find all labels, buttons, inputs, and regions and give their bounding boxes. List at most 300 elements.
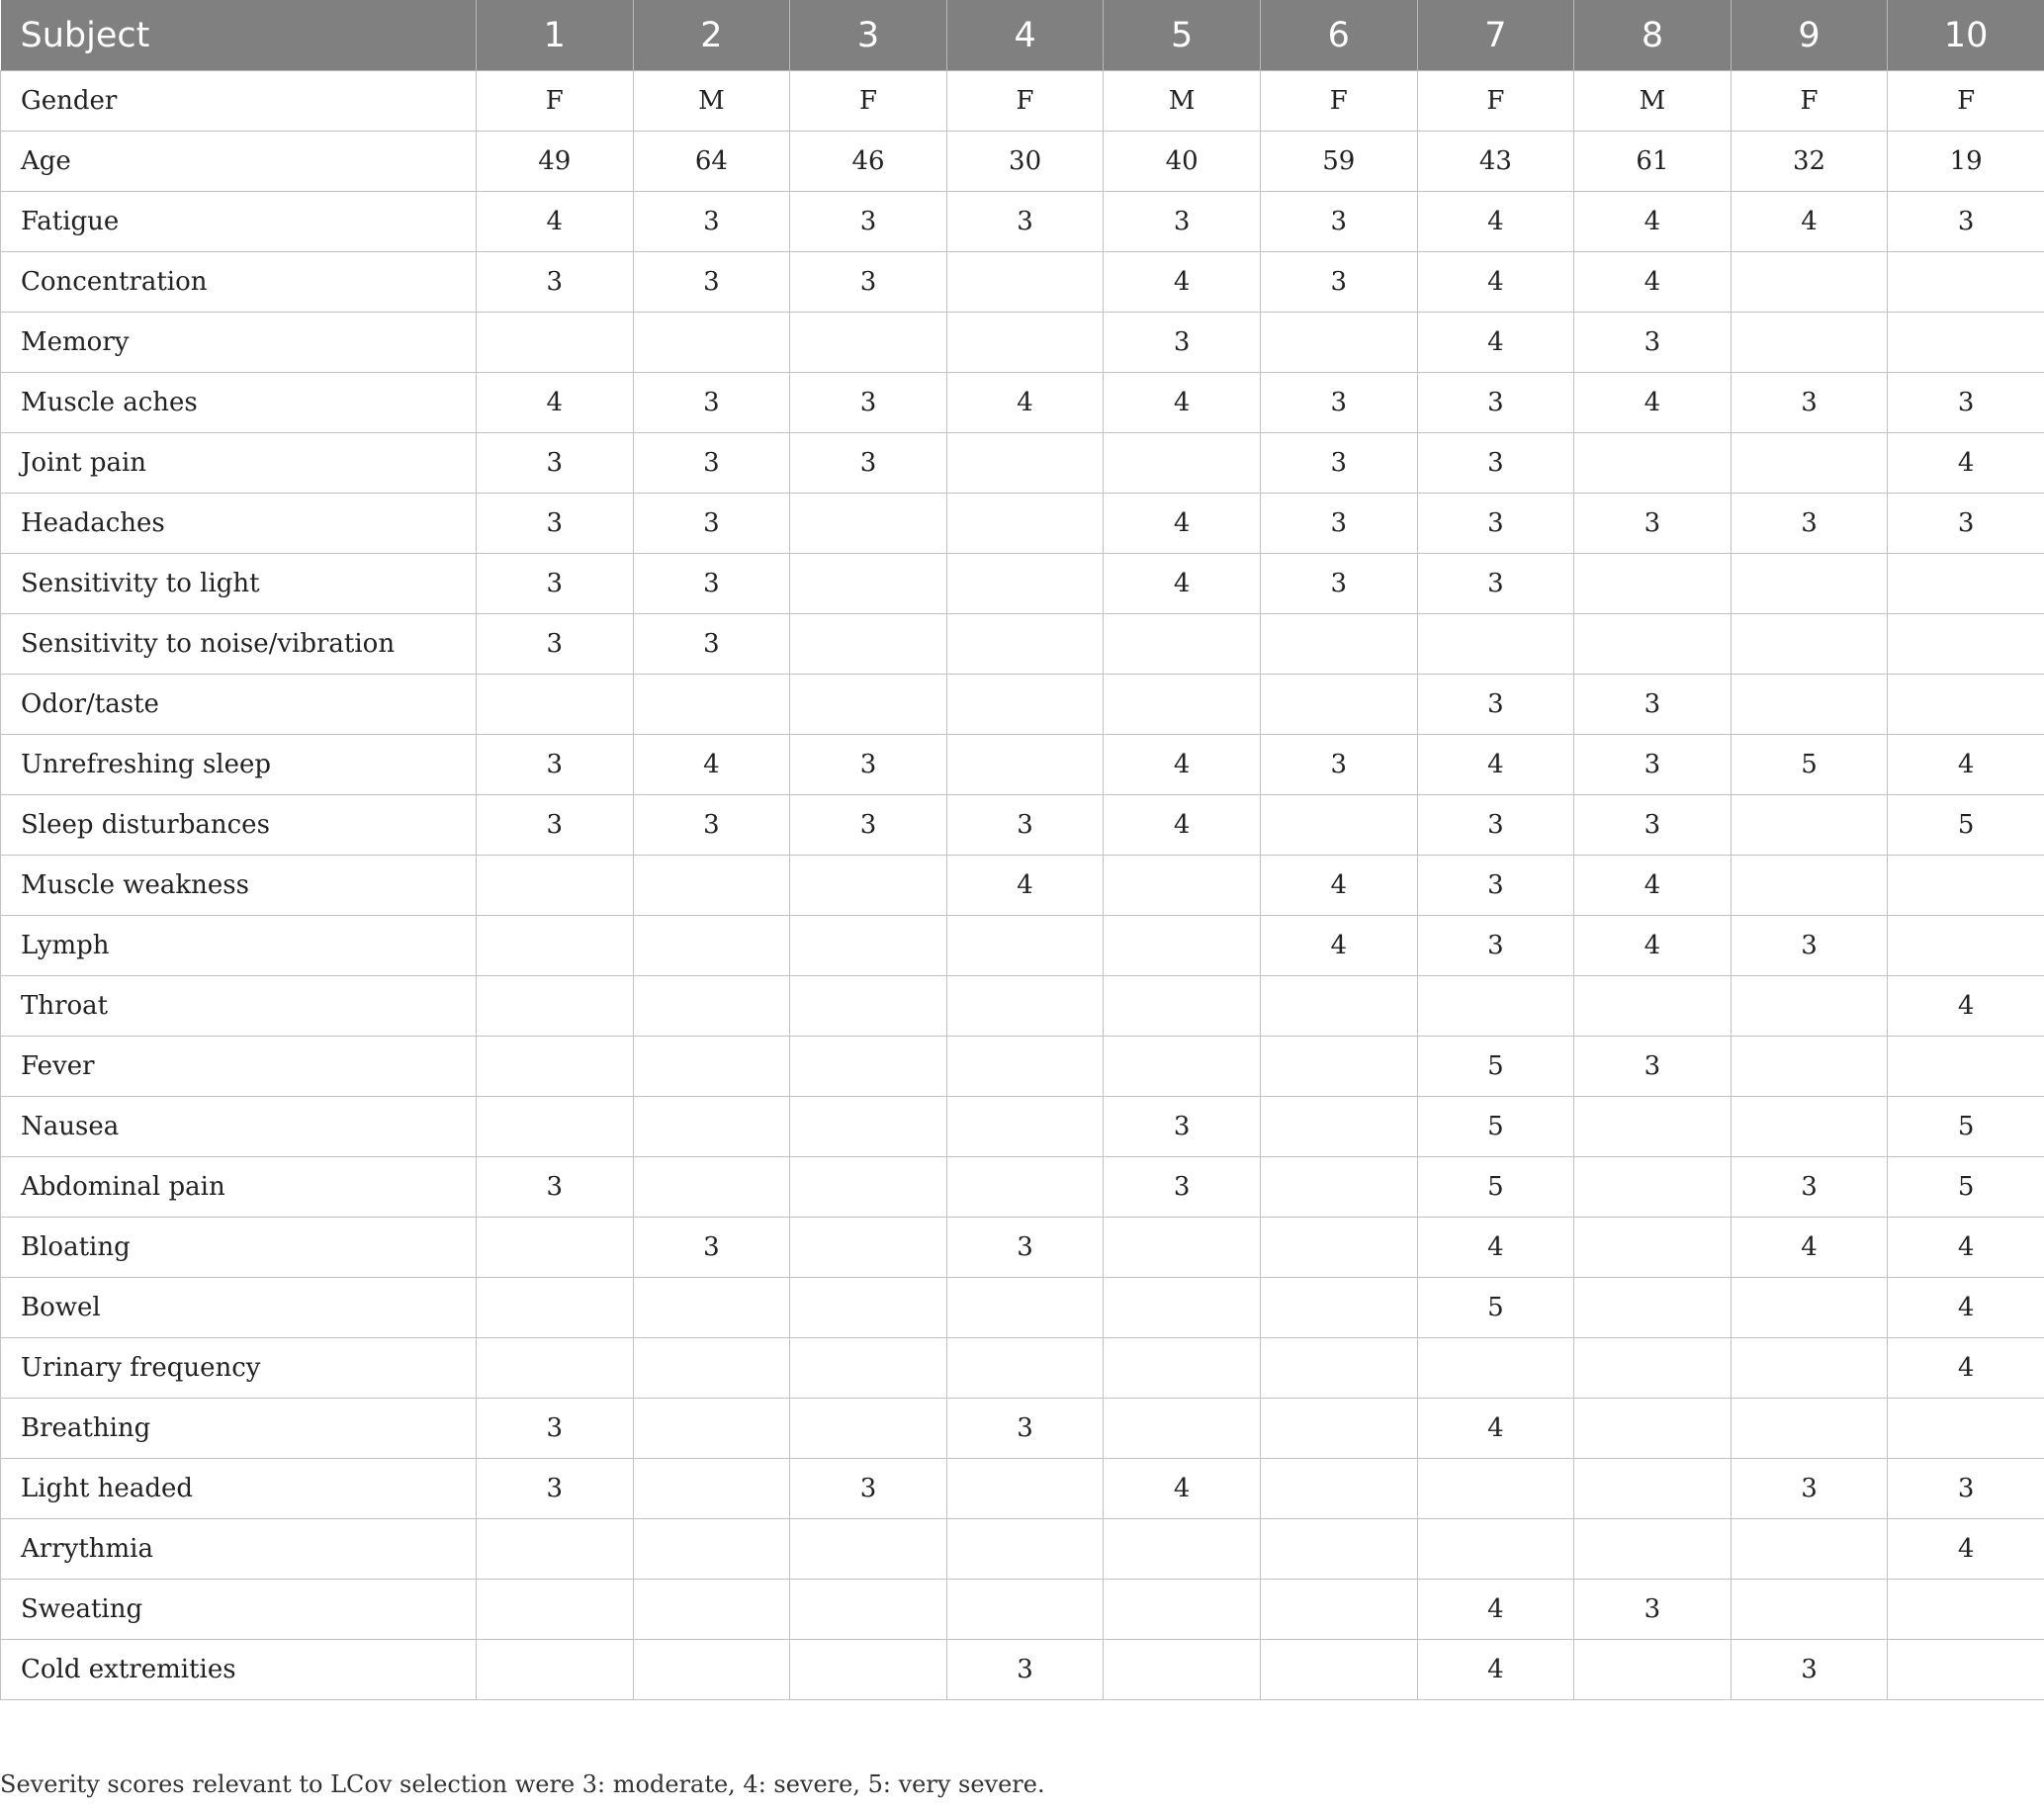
table-cell bbox=[477, 1097, 634, 1157]
table-cell: 4 bbox=[1260, 916, 1417, 976]
table-cell bbox=[477, 856, 634, 916]
table-cell: 3 bbox=[1888, 494, 2044, 554]
header-row bbox=[1, 0, 2044, 71]
subject-number-header: 2 bbox=[633, 0, 790, 71]
table-cell bbox=[477, 1218, 634, 1278]
table-cell bbox=[946, 1097, 1104, 1157]
table-cell bbox=[1574, 976, 1732, 1037]
table-cell: 4 bbox=[477, 373, 634, 433]
table-cell bbox=[1574, 1338, 1732, 1399]
row-label: Memory bbox=[1, 313, 477, 373]
table-cell: 3 bbox=[633, 252, 790, 313]
table-cell bbox=[477, 1037, 634, 1097]
table-cell bbox=[477, 1519, 634, 1580]
row-label: Sensitivity to noise/vibration bbox=[1, 614, 477, 675]
table-cell: 3 bbox=[1417, 675, 1574, 735]
table-row bbox=[1, 1278, 2044, 1338]
table-cell bbox=[1888, 252, 2044, 313]
table-cell: 3 bbox=[1731, 494, 1888, 554]
row-label: Odor/taste bbox=[1, 675, 477, 735]
table-cell: 3 bbox=[477, 433, 634, 494]
table-cell: 5 bbox=[1417, 1097, 1574, 1157]
table-cell: 3 bbox=[1731, 916, 1888, 976]
table-cell: 5 bbox=[1417, 1157, 1574, 1218]
table-cell: 3 bbox=[477, 1459, 634, 1519]
table-cell bbox=[1260, 795, 1417, 856]
table-cell: 3 bbox=[790, 192, 947, 252]
table-row bbox=[1, 1640, 2044, 1700]
table-cell bbox=[790, 976, 947, 1037]
table-cell: 4 bbox=[1417, 1640, 1574, 1700]
table-cell: 3 bbox=[1260, 252, 1417, 313]
table-cell bbox=[1888, 1640, 2044, 1700]
table-footnote: Severity scores relevant to LCov selection were 3: moderate, 4: severe, 5: very severe. bbox=[0, 1770, 1045, 1798]
subject-number-header: 1 bbox=[477, 0, 634, 71]
table-cell: 4 bbox=[1104, 373, 1261, 433]
table-cell bbox=[1260, 1640, 1417, 1700]
table-cell: 4 bbox=[1888, 1218, 2044, 1278]
table-cell: 4 bbox=[1417, 252, 1574, 313]
table-row bbox=[1, 554, 2044, 614]
table-cell: F bbox=[946, 71, 1104, 132]
row-label: Age bbox=[1, 132, 477, 192]
table-cell bbox=[1888, 856, 2044, 916]
table-cell bbox=[1104, 1338, 1261, 1399]
row-label: Nausea bbox=[1, 1097, 477, 1157]
table-row bbox=[1, 1218, 2044, 1278]
table-cell: 61 bbox=[1574, 132, 1732, 192]
table-row bbox=[1, 1097, 2044, 1157]
table-cell: 32 bbox=[1731, 132, 1888, 192]
table-cell bbox=[1104, 1640, 1261, 1700]
table-cell bbox=[946, 313, 1104, 373]
table-cell bbox=[946, 1157, 1104, 1218]
table-cell: 4 bbox=[1888, 735, 2044, 795]
row-label: Sleep disturbances bbox=[1, 795, 477, 856]
table-cell bbox=[633, 1037, 790, 1097]
table-cell bbox=[1731, 675, 1888, 735]
table-cell bbox=[1260, 614, 1417, 675]
table-cell: 3 bbox=[477, 614, 634, 675]
table-cell: 3 bbox=[1888, 192, 2044, 252]
table-cell bbox=[946, 433, 1104, 494]
table-cell bbox=[1574, 1157, 1732, 1218]
table-cell: 3 bbox=[477, 795, 634, 856]
table-cell bbox=[1731, 1338, 1888, 1399]
table-cell bbox=[1260, 1519, 1417, 1580]
table-cell bbox=[1574, 1459, 1732, 1519]
table-cell bbox=[946, 1580, 1104, 1640]
table-cell bbox=[1104, 614, 1261, 675]
table-cell: 3 bbox=[1104, 1097, 1261, 1157]
table-cell bbox=[1104, 916, 1261, 976]
table-cell bbox=[1260, 1399, 1417, 1459]
table-cell: 5 bbox=[1888, 1097, 2044, 1157]
table-cell bbox=[790, 1037, 947, 1097]
table-row bbox=[1, 1580, 2044, 1640]
table-cell bbox=[1731, 1519, 1888, 1580]
table-cell bbox=[1417, 614, 1574, 675]
table-cell: 4 bbox=[1888, 1278, 2044, 1338]
table-cell: 3 bbox=[790, 1459, 947, 1519]
table-cell: 3 bbox=[633, 614, 790, 675]
table-row bbox=[1, 313, 2044, 373]
table-row bbox=[1, 856, 2044, 916]
subject-number-header: 7 bbox=[1417, 0, 1574, 71]
table-cell: 3 bbox=[1260, 554, 1417, 614]
table-cell bbox=[1260, 1037, 1417, 1097]
table-cell bbox=[1260, 1580, 1417, 1640]
table-cell: 3 bbox=[1574, 1580, 1732, 1640]
table-cell bbox=[1731, 1580, 1888, 1640]
row-label: Gender bbox=[1, 71, 477, 132]
table-row bbox=[1, 132, 2044, 192]
table-cell: 5 bbox=[1731, 735, 1888, 795]
table-cell bbox=[1574, 614, 1732, 675]
table-cell: 4 bbox=[1888, 433, 2044, 494]
table-cell: 3 bbox=[1731, 1640, 1888, 1700]
table-row bbox=[1, 735, 2044, 795]
table-cell bbox=[1260, 1097, 1417, 1157]
row-label: Sweating bbox=[1, 1580, 477, 1640]
table-row bbox=[1, 1459, 2044, 1519]
table-cell: 3 bbox=[477, 1157, 634, 1218]
table-cell: 49 bbox=[477, 132, 634, 192]
table-cell bbox=[477, 916, 634, 976]
table-cell: 3 bbox=[946, 1399, 1104, 1459]
table-cell bbox=[1574, 433, 1732, 494]
table-cell bbox=[477, 1338, 634, 1399]
table-cell bbox=[633, 976, 790, 1037]
table-cell bbox=[946, 494, 1104, 554]
table-cell: 4 bbox=[1417, 1218, 1574, 1278]
table-cell bbox=[477, 1278, 634, 1338]
table-cell bbox=[1574, 1399, 1732, 1459]
table-cell bbox=[1731, 976, 1888, 1037]
table-cell bbox=[1731, 313, 1888, 373]
subject-number-header: 3 bbox=[790, 0, 947, 71]
table-cell bbox=[790, 1218, 947, 1278]
table-row bbox=[1, 373, 2044, 433]
table-cell bbox=[790, 554, 947, 614]
table-cell bbox=[946, 1278, 1104, 1338]
table-cell bbox=[946, 675, 1104, 735]
table-cell bbox=[633, 675, 790, 735]
table-cell bbox=[790, 1157, 947, 1218]
table-row bbox=[1, 433, 2044, 494]
table-cell: 3 bbox=[1574, 675, 1732, 735]
table-cell: 5 bbox=[1417, 1278, 1574, 1338]
row-label: Light headed bbox=[1, 1459, 477, 1519]
table-cell: F bbox=[1260, 71, 1417, 132]
table-cell: 3 bbox=[477, 252, 634, 313]
table-cell: 3 bbox=[790, 735, 947, 795]
table-cell: 4 bbox=[1104, 494, 1261, 554]
subject-number-header: 8 bbox=[1574, 0, 1732, 71]
subject-number-header: 4 bbox=[946, 0, 1104, 71]
table-cell bbox=[1260, 1278, 1417, 1338]
table-cell bbox=[477, 1640, 634, 1700]
table-cell bbox=[633, 1459, 790, 1519]
table-cell bbox=[1104, 675, 1261, 735]
table-cell bbox=[946, 554, 1104, 614]
table-row bbox=[1, 916, 2044, 976]
row-label: Joint pain bbox=[1, 433, 477, 494]
table-cell bbox=[790, 856, 947, 916]
table-cell: 4 bbox=[1104, 1459, 1261, 1519]
table-row bbox=[1, 1519, 2044, 1580]
row-label: Abdominal pain bbox=[1, 1157, 477, 1218]
table-cell bbox=[1417, 1519, 1574, 1580]
table-cell: 3 bbox=[633, 795, 790, 856]
table-cell bbox=[790, 614, 947, 675]
table-cell: 3 bbox=[633, 1218, 790, 1278]
table-cell bbox=[1104, 1037, 1261, 1097]
table-cell: 3 bbox=[946, 1218, 1104, 1278]
table-cell: 46 bbox=[790, 132, 947, 192]
table-row bbox=[1, 252, 2044, 313]
table-cell: F bbox=[477, 71, 634, 132]
table-cell bbox=[946, 614, 1104, 675]
table-cell bbox=[633, 1580, 790, 1640]
row-label: Sensitivity to light bbox=[1, 554, 477, 614]
table-cell: F bbox=[790, 71, 947, 132]
table-cell bbox=[477, 313, 634, 373]
table-cell bbox=[790, 1640, 947, 1700]
table-cell: 4 bbox=[1104, 795, 1261, 856]
table-cell: 3 bbox=[477, 494, 634, 554]
table-cell: F bbox=[1888, 71, 2044, 132]
table-cell bbox=[1888, 1399, 2044, 1459]
table-row bbox=[1, 192, 2044, 252]
table-cell bbox=[1104, 1218, 1261, 1278]
row-label: Unrefreshing sleep bbox=[1, 735, 477, 795]
table-cell bbox=[790, 1097, 947, 1157]
table-cell: 4 bbox=[1731, 192, 1888, 252]
table-cell: 4 bbox=[633, 735, 790, 795]
table-row bbox=[1, 614, 2044, 675]
subject-number-header: 6 bbox=[1260, 0, 1417, 71]
table-cell bbox=[1104, 433, 1261, 494]
table-row bbox=[1, 1338, 2044, 1399]
row-label: Arrythmia bbox=[1, 1519, 477, 1580]
table-cell: 3 bbox=[1104, 192, 1261, 252]
table-cell: 4 bbox=[1574, 856, 1732, 916]
table-cell bbox=[1888, 313, 2044, 373]
table-cell bbox=[477, 976, 634, 1037]
table-cell: 4 bbox=[1104, 554, 1261, 614]
table-cell: 40 bbox=[1104, 132, 1261, 192]
table-cell bbox=[1888, 614, 2044, 675]
table-cell: F bbox=[1731, 71, 1888, 132]
table-cell bbox=[1260, 976, 1417, 1037]
table-cell bbox=[1574, 554, 1732, 614]
table-cell bbox=[1104, 856, 1261, 916]
table-cell: 3 bbox=[1574, 795, 1732, 856]
row-label: Headaches bbox=[1, 494, 477, 554]
table-cell bbox=[946, 1459, 1104, 1519]
row-label: Lymph bbox=[1, 916, 477, 976]
table-cell bbox=[1888, 1580, 2044, 1640]
table-cell bbox=[1417, 1459, 1574, 1519]
table-cell: 4 bbox=[1417, 735, 1574, 795]
table-cell bbox=[633, 1338, 790, 1399]
table-cell: 3 bbox=[1260, 735, 1417, 795]
table-cell: 3 bbox=[1888, 1459, 2044, 1519]
table-cell: 3 bbox=[790, 795, 947, 856]
table-cell: 3 bbox=[1574, 313, 1732, 373]
table-cell: 4 bbox=[1104, 252, 1261, 313]
table-cell: M bbox=[1574, 71, 1732, 132]
table-cell: M bbox=[633, 71, 790, 132]
table-cell: 3 bbox=[1731, 1459, 1888, 1519]
table-cell: 3 bbox=[1888, 373, 2044, 433]
row-label: Concentration bbox=[1, 252, 477, 313]
table-cell: 3 bbox=[633, 433, 790, 494]
table-cell: 4 bbox=[1417, 313, 1574, 373]
table-cell bbox=[633, 1519, 790, 1580]
table-cell bbox=[1104, 1399, 1261, 1459]
table-cell bbox=[946, 976, 1104, 1037]
table-cell bbox=[1260, 1338, 1417, 1399]
subject-number-header: 5 bbox=[1104, 0, 1261, 71]
table-cell: 3 bbox=[1104, 1157, 1261, 1218]
table-cell bbox=[1731, 614, 1888, 675]
table-cell bbox=[1574, 1097, 1732, 1157]
table-cell bbox=[1731, 554, 1888, 614]
table-cell: 3 bbox=[790, 252, 947, 313]
table-cell: 3 bbox=[1417, 373, 1574, 433]
table-cell bbox=[633, 313, 790, 373]
row-label: Throat bbox=[1, 976, 477, 1037]
table-cell: 3 bbox=[477, 554, 634, 614]
table-cell: 59 bbox=[1260, 132, 1417, 192]
table-cell bbox=[790, 675, 947, 735]
table-cell: 3 bbox=[477, 735, 634, 795]
table-cell bbox=[633, 1157, 790, 1218]
table-cell: 4 bbox=[1574, 192, 1732, 252]
table-cell bbox=[633, 1399, 790, 1459]
table-cell bbox=[1888, 916, 2044, 976]
table-cell: 4 bbox=[1417, 192, 1574, 252]
table-row bbox=[1, 1037, 2044, 1097]
table-cell bbox=[946, 735, 1104, 795]
table-cell bbox=[1731, 856, 1888, 916]
table-cell bbox=[633, 1097, 790, 1157]
table-row bbox=[1, 976, 2044, 1037]
table-cell: 3 bbox=[633, 494, 790, 554]
table-cell: 4 bbox=[1574, 916, 1732, 976]
table-cell: 3 bbox=[1574, 735, 1732, 795]
table-cell bbox=[1574, 1278, 1732, 1338]
table-cell: 3 bbox=[1260, 494, 1417, 554]
table-cell bbox=[790, 1338, 947, 1399]
table-cell: 4 bbox=[1731, 1218, 1888, 1278]
table-row bbox=[1, 1157, 2044, 1218]
table-cell bbox=[633, 856, 790, 916]
table-cell: 4 bbox=[1888, 976, 2044, 1037]
table-cell bbox=[946, 1037, 1104, 1097]
table-cell: 4 bbox=[946, 856, 1104, 916]
table-cell: 64 bbox=[633, 132, 790, 192]
subject-number-header: 10 bbox=[1888, 0, 2044, 71]
table-cell bbox=[790, 1399, 947, 1459]
table-cell bbox=[1888, 1037, 2044, 1097]
table-cell: 3 bbox=[946, 1640, 1104, 1700]
table-cell: 3 bbox=[1260, 433, 1417, 494]
table-cell: 4 bbox=[477, 192, 634, 252]
table-cell: 3 bbox=[790, 373, 947, 433]
table-row bbox=[1, 795, 2044, 856]
table-cell bbox=[477, 1580, 634, 1640]
table-cell bbox=[790, 1278, 947, 1338]
table-cell bbox=[1731, 1278, 1888, 1338]
table-cell bbox=[1731, 252, 1888, 313]
table-cell bbox=[946, 1519, 1104, 1580]
table-cell: 3 bbox=[477, 1399, 634, 1459]
table-cell bbox=[1731, 1399, 1888, 1459]
row-label: Cold extremities bbox=[1, 1640, 477, 1700]
table-row bbox=[1, 494, 2044, 554]
table-cell: 4 bbox=[1417, 1399, 1574, 1459]
row-label: Urinary frequency bbox=[1, 1338, 477, 1399]
table-cell: 3 bbox=[1417, 856, 1574, 916]
table-cell bbox=[1731, 1097, 1888, 1157]
table-cell: 19 bbox=[1888, 132, 2044, 192]
table-cell: 4 bbox=[1417, 1580, 1574, 1640]
row-label: Fever bbox=[1, 1037, 477, 1097]
table-cell: 3 bbox=[633, 554, 790, 614]
table-cell: 5 bbox=[1888, 795, 2044, 856]
table-cell bbox=[1731, 795, 1888, 856]
table-cell: 30 bbox=[946, 132, 1104, 192]
table-row bbox=[1, 675, 2044, 735]
table-cell: 3 bbox=[1417, 494, 1574, 554]
table-cell bbox=[1731, 1037, 1888, 1097]
row-label: Breathing bbox=[1, 1399, 477, 1459]
table-cell bbox=[1574, 1519, 1732, 1580]
subject-column-header: Subject bbox=[1, 0, 477, 71]
table-cell bbox=[790, 1580, 947, 1640]
table-cell bbox=[790, 494, 947, 554]
table-cell bbox=[1417, 976, 1574, 1037]
table-cell: 4 bbox=[1104, 735, 1261, 795]
row-label: Bloating bbox=[1, 1218, 477, 1278]
table-cell bbox=[790, 313, 947, 373]
table-body bbox=[1, 71, 2044, 1700]
row-label: Bowel bbox=[1, 1278, 477, 1338]
table-cell: 3 bbox=[946, 192, 1104, 252]
table-cell bbox=[946, 1338, 1104, 1399]
table-row bbox=[1, 71, 2044, 132]
table-cell bbox=[790, 916, 947, 976]
table-cell: 5 bbox=[1888, 1157, 2044, 1218]
table-cell bbox=[1260, 1157, 1417, 1218]
table-cell: 4 bbox=[1260, 856, 1417, 916]
table-cell bbox=[477, 675, 634, 735]
table-cell bbox=[1888, 675, 2044, 735]
table-cell: 3 bbox=[1417, 433, 1574, 494]
table-cell: 3 bbox=[1731, 1157, 1888, 1218]
table-cell: 3 bbox=[1574, 494, 1732, 554]
table-cell: 3 bbox=[1104, 313, 1261, 373]
table-row bbox=[1, 1399, 2044, 1459]
table-cell bbox=[633, 916, 790, 976]
table-cell: 5 bbox=[1417, 1037, 1574, 1097]
table-cell: 3 bbox=[946, 795, 1104, 856]
table-cell: 4 bbox=[1888, 1338, 2044, 1399]
table-cell bbox=[1260, 675, 1417, 735]
